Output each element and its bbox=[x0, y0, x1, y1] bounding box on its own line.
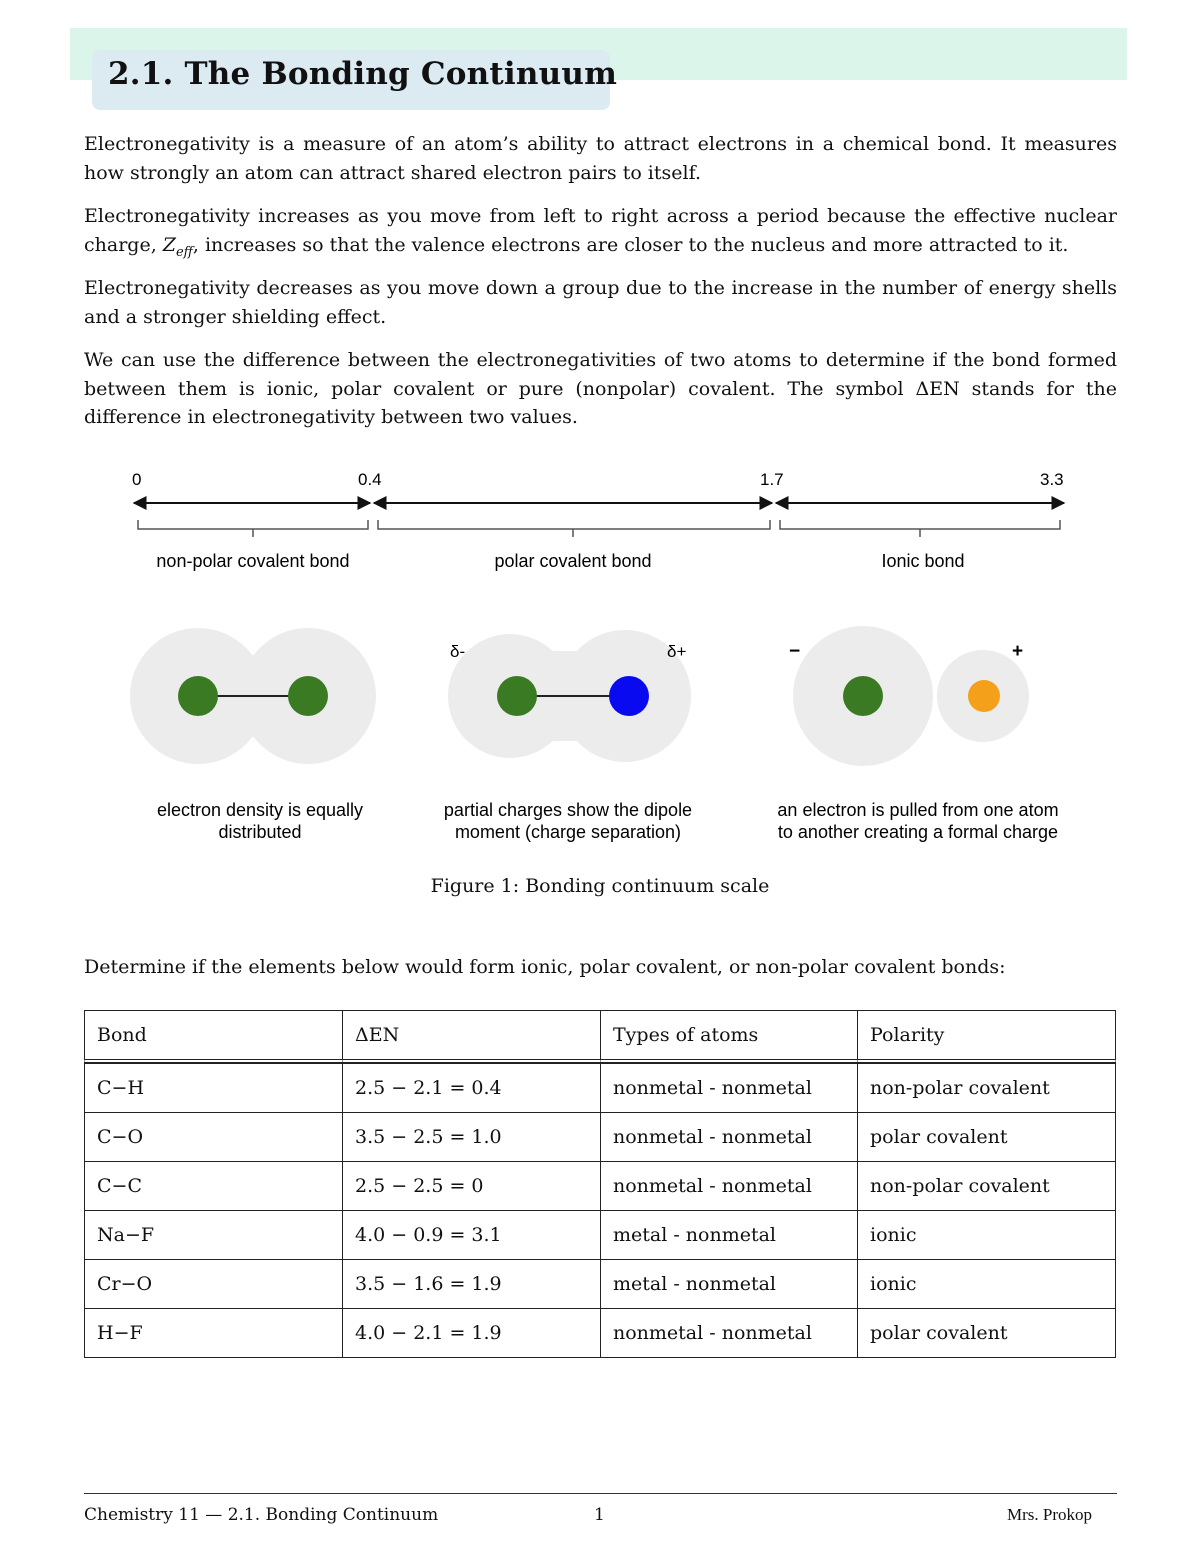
cell-delta-en: 2.5 − 2.5 = 0 bbox=[342, 1161, 600, 1210]
cell-bond: Na−F bbox=[84, 1210, 342, 1259]
bond-table bbox=[84, 1010, 1116, 1358]
atom-green-polar bbox=[497, 676, 537, 716]
paragraph-delta-en: We can use the difference between the electronegativities of two atoms to determine if the bond formed between them is ionic, polar covalent or pure (nonpolar) covalent. The symbol ΔEN stands for the difference in electronegativity between two values. bbox=[84, 349, 1117, 428]
cell-polarity: polar covalent bbox=[857, 1308, 1116, 1358]
charge-delta-plus: δ+ bbox=[667, 642, 687, 661]
header-delta-en: ΔEN bbox=[342, 1010, 600, 1063]
cell-types: nonmetal - nonmetal bbox=[600, 1308, 857, 1358]
footer-page-number: 1 bbox=[594, 1505, 605, 1525]
table-row bbox=[84, 1161, 1116, 1210]
cell-polarity: non-polar covalent bbox=[857, 1063, 1116, 1112]
table-row bbox=[84, 1112, 1116, 1161]
cell-types: metal - nonmetal bbox=[600, 1259, 857, 1308]
footer-course: Chemistry 11 — 2.1. Bonding Continuum bbox=[84, 1505, 439, 1525]
tick-label-0: 0 bbox=[132, 470, 142, 489]
description-nonpolar-line1: electron density is equally bbox=[156, 800, 364, 820]
cell-delta-en: 3.5 − 2.5 = 1.0 bbox=[342, 1112, 600, 1161]
table-row bbox=[84, 1259, 1116, 1308]
cell-polarity: ionic bbox=[857, 1259, 1116, 1308]
description-polar-line2: moment (charge separation) bbox=[454, 822, 682, 842]
description-ionic-line1: an electron is pulled from one atom bbox=[777, 800, 1059, 820]
tick-label-1-7: 1.7 bbox=[760, 470, 784, 489]
description-ionic-line2: to another creating a formal charge bbox=[777, 822, 1059, 842]
cell-types: nonmetal - nonmetal bbox=[600, 1063, 857, 1112]
cell-polarity: ionic bbox=[857, 1210, 1116, 1259]
header-bond: Bond bbox=[84, 1010, 342, 1063]
header-polarity: Polarity bbox=[857, 1010, 1116, 1063]
bonding-continuum-figure bbox=[110, 455, 1090, 855]
cell-types: metal - nonmetal bbox=[600, 1210, 857, 1259]
polar-molecule bbox=[448, 630, 691, 762]
range-label-nonpolar: non-polar covalent bond bbox=[156, 551, 350, 571]
figure-caption: Figure 1: Bonding continuum scale bbox=[430, 875, 770, 897]
atom-green-left bbox=[178, 676, 218, 716]
paragraph-period-trend-part1: Electronegativity increases as you move from left to right across a period because the effective nuclear charge, bbox=[84, 205, 1117, 256]
cell-polarity: polar covalent bbox=[857, 1112, 1116, 1161]
paragraph-period-trend-part2: , increases so that the valence electrons are closer to the nucleus and more attracted to it. bbox=[192, 233, 1069, 256]
description-polar-line1: partial charges show the dipole bbox=[443, 800, 693, 820]
cell-bond: C−C bbox=[84, 1161, 342, 1210]
atom-orange-cation bbox=[968, 680, 1000, 712]
table-row bbox=[84, 1063, 1116, 1112]
cell-polarity: non-polar covalent bbox=[857, 1161, 1116, 1210]
range-label-polar: polar covalent bond bbox=[494, 551, 652, 571]
brace-nonpolar bbox=[138, 520, 368, 537]
atom-blue-polar bbox=[609, 676, 649, 716]
ionic-pair bbox=[793, 626, 1029, 766]
footer-rule bbox=[84, 1493, 1117, 1494]
cell-delta-en: 4.0 − 0.9 = 3.1 bbox=[342, 1210, 600, 1259]
cell-types: nonmetal - nonmetal bbox=[600, 1112, 857, 1161]
header-types-of-atoms: Types of atoms bbox=[600, 1010, 857, 1063]
table-header-row bbox=[84, 1010, 1116, 1063]
section-title: 2.1. The Bonding Continuum bbox=[108, 56, 618, 92]
table-prompt: Determine if the elements below would form ionic, polar covalent, or non-polar covalent bonds: bbox=[84, 956, 1006, 978]
paragraph-period-trend bbox=[84, 202, 1117, 267]
charge-plus: + bbox=[1012, 641, 1024, 662]
charge-delta-minus: δ- bbox=[450, 642, 466, 661]
brace-polar bbox=[378, 520, 770, 537]
nonpolar-molecule bbox=[130, 628, 376, 764]
cell-bond: C−O bbox=[84, 1112, 342, 1161]
charge-minus: − bbox=[789, 641, 801, 662]
atom-green-right bbox=[288, 676, 328, 716]
table-row bbox=[84, 1308, 1116, 1358]
description-nonpolar-line2: distributed bbox=[218, 822, 302, 842]
paragraph-definition: Electronegativity is a measure of an atom’s ability to attract electrons in a chemical bond. It measures how strongly an atom can attract shared electron pairs to itself. bbox=[84, 133, 1117, 184]
zeff-symbol: $Z_{eff}$ bbox=[162, 233, 193, 260]
cell-delta-en: 4.0 − 2.1 = 1.9 bbox=[342, 1308, 600, 1358]
cell-delta-en: 2.5 − 2.1 = 0.4 bbox=[342, 1063, 600, 1112]
tick-label-3-3: 3.3 bbox=[1040, 470, 1064, 489]
cell-bond: Cr−O bbox=[84, 1259, 342, 1308]
cell-types: nonmetal - nonmetal bbox=[600, 1161, 857, 1210]
cell-bond: C−H bbox=[84, 1063, 342, 1112]
cell-bond: H−F bbox=[84, 1308, 342, 1358]
cell-delta-en: 3.5 − 1.6 = 1.9 bbox=[342, 1259, 600, 1308]
tick-label-0-4: 0.4 bbox=[358, 470, 382, 489]
footer-author: Mrs. Prokop bbox=[1007, 1505, 1093, 1524]
paragraph-group-trend: Electronegativity decreases as you move down a group due to the increase in the number of energy shells and a stronger shielding effect. bbox=[84, 277, 1117, 328]
atom-green-anion bbox=[843, 676, 883, 716]
brace-ionic bbox=[780, 520, 1060, 537]
table-row bbox=[84, 1210, 1116, 1259]
range-label-ionic: Ionic bond bbox=[881, 551, 965, 571]
